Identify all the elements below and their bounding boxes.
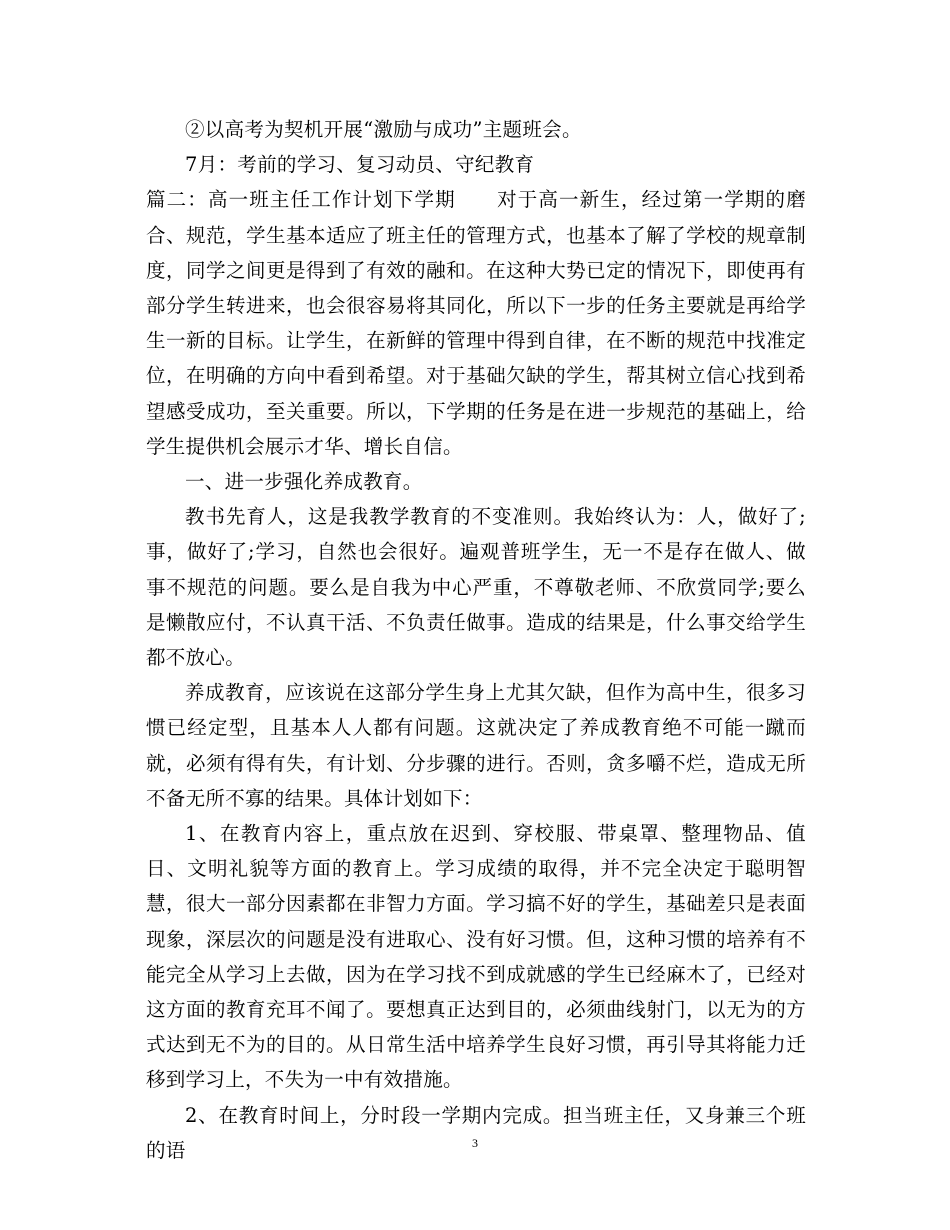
paragraph: 养成教育，应该说在这部分学生身上尤其欠缺，但作为高中生，很多习惯已经定型，且基本人人都有问题。这就决定了养成教育绝不可能一蹴而就，必须有得有失，有计划、分步骤的进行。否则，贪多嚼不烂，造成无所不备无所不寡的结果。具体计划如下： [146,681,806,810]
page-number: 3 [472,1136,478,1150]
paragraph: 7月：考前的学习、复习动员、守纪教育 [185,153,535,177]
paragraph: ②以高考为契机开展“激励与成功”主题班会。 [185,118,582,141]
paragraph: 2、在教育时间上，分时段一学期内完成。担当班主任，又身兼三个班的语 [146,1103,806,1162]
section-heading: 一、进一步强化养成教育。 [185,470,423,494]
body-text [146,112,806,1168]
paragraph: 1、在教育内容上，重点放在迟到、穿校服、带桌罩、整理物品、值日、文明礼貌等方面的教育上。学习成绩的取得，并不完全决定于聪明智慧，很大一部分因素都在非智力方面。学习搞不好的学生，基础差只是表面现象，深层次的问题是没有进取心、没有好习惯。但，这种习惯的培养有不能完全从学习上去做，因为在学习找不到成就感的学生已经麻木了，已经对这方面的教育充耳不闻了。要想真正达到目的，必须曲线射门，以无为的方式达到无不为的目的。从日常生活中培养学生良好习惯，再引导其将能力迁移到学习上，不失为一中有效措施。 [146,822,806,1092]
paragraph: 教书先育人，这是我教学教育的不变准则。我始终认为：人，做好了;事，做好了;学习，自然也会很好。遍观普班学生，无一不是存在做人、做事不规范的问题。要么是自我为中心严重，不尊敬老师、不欣赏同学;要么是懒散应付，不认真干活、不负责任做事。造成的结果是，什么事交给学生都不放心。 [146,505,806,670]
paragraph: 篇二：高一班主任工作计划下学期 对于高一新生，经过第一学期的磨合、规范，学生基本适应了班主任的管理方式，也基本了解了学校的规章制度，同学之间更是得到了有效的融和。在这种大势已定的情况下，即使再有部分学生转进来，也会很容易将其同化，所以下一步的任务主要就是再给学生一新的目标。让学生，在新鲜的管理中得到自律，在不断的规范中找准定位，在明确的方向中看到希望。对于基础欠缺的学生，帮其树立信心找到希望感受成功，至关重要。所以，下学期的任务是在进一步规范的基础上，给学生提供机会展示才华、增长自信。 [146,188,806,458]
